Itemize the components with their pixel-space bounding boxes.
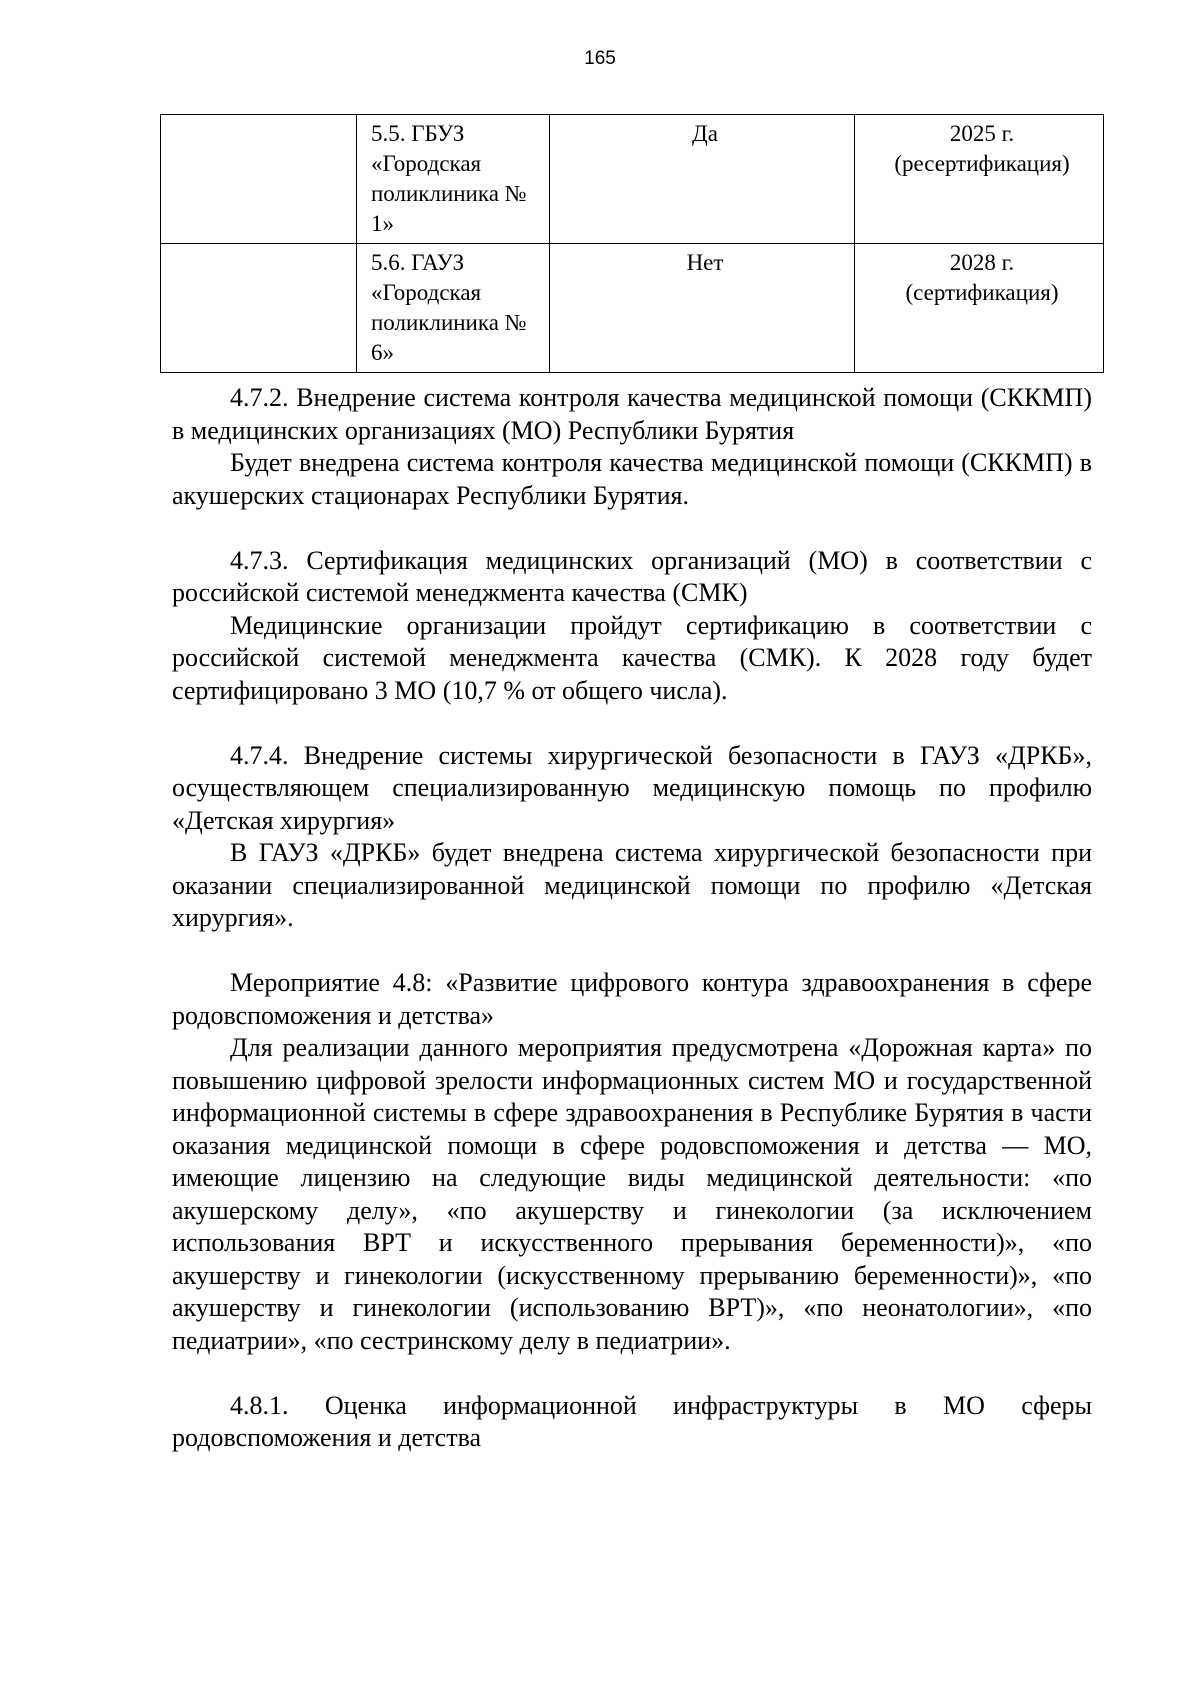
org-line: 6» <box>371 340 394 365</box>
table-cell-availability <box>550 244 855 373</box>
section-text-4-7-2: Будет внедрена система контроля качества медицинской помощи (СККМП) в акушерских стационарах Республики Бурятия. <box>172 448 1092 510</box>
org-line: поликлиника № <box>371 181 527 206</box>
org-line: 5.6. ГАУЗ <box>371 250 465 275</box>
table-cell-year <box>855 115 1104 244</box>
table-row <box>161 115 1104 244</box>
table-cell-organization <box>357 115 550 244</box>
section-heading-4-7-3: 4.7.3. Сертификация медицинских организаций (МО) в соответствии с российской системой менеджмента качества (СМК) <box>172 545 1092 607</box>
availability-value: Нет <box>686 250 724 275</box>
certification-table <box>160 114 1104 373</box>
table-cell-year <box>855 244 1104 373</box>
section-text-4-7-3: Медицинские организации пройдут сертификацию в соответствии с российской системой менеджмента качества (СМК). К 2028 году будет сертифицировано 3 МО (10,7 % от общего числа). <box>172 610 1092 705</box>
measure-heading-4-8: Мероприятие 4.8: «Развитие цифрового контура здравоохранения в сфере родовспоможения и детства» <box>172 968 1092 1030</box>
section-heading-4-7-2: 4.7.2. Внедрение система контроля качества медицинской помощи (СККМП) в медицинских организациях (МО) Республики Бурятия <box>172 383 1092 445</box>
section-heading-4-8-1: 4.8.1. Оценка информационной инфраструктуры в МО сферы родовспоможения и детства <box>172 1390 1092 1452</box>
org-line: «Городская <box>371 151 482 176</box>
org-line: 1» <box>371 211 394 236</box>
table-cell-empty <box>161 244 357 373</box>
section-text-4-7-4: В ГАУЗ «ДРКБ» будет внедрена система хирургической безопасности при оказании специализированной медицинской помощи по профилю «Детская хирургия». <box>172 838 1092 932</box>
org-line: поликлиника № <box>371 310 527 335</box>
table-cell-empty <box>161 115 357 244</box>
year-line: 2025 г. <box>949 121 1015 146</box>
section-heading-4-7-4: 4.7.4. Внедрение системы хирургической безопасности в ГАУЗ «ДРКБ», осуществляющем специализированную медицинскую помощь по профилю «Детская хирургия» <box>172 740 1092 835</box>
availability-value: Да <box>692 121 718 146</box>
measure-text-4-8: Для реализации данного мероприятия предусмотрена «Дорожная карта» по повышению цифровой зрелости информационных систем МО и государственной информационной системы в сфере здравоохранения в Республике Бурятия в части оказания медицинской помощи в сфере родовспоможения и детства — МО, имеющие лицензию на следующие виды медицинской деятельности: «по акушерскому делу», «по акушерству и гинекологии (за исключением использования ВРТ и искусственного прерывания беременности)», «по акушерству и гинекологии (искусственному прерыванию беременности)», «по акушерству и гинекологии (использованию ВРТ)», «по неонатологии», «по педиатрии», «по сестринскому делу в педиатрии». <box>172 1033 1092 1355</box>
page-number: 165 <box>584 48 616 69</box>
org-line: 5.5. ГБУЗ <box>371 121 465 146</box>
table-row <box>161 244 1104 373</box>
table-cell-availability <box>550 115 855 244</box>
document-body <box>172 382 1092 1455</box>
year-line: 2028 г. <box>949 250 1015 275</box>
table-cell-organization <box>357 244 550 373</box>
year-line: (сертификация) <box>905 280 1059 305</box>
org-line: «Городская <box>371 280 482 305</box>
year-line: (ресертификация) <box>894 151 1070 176</box>
